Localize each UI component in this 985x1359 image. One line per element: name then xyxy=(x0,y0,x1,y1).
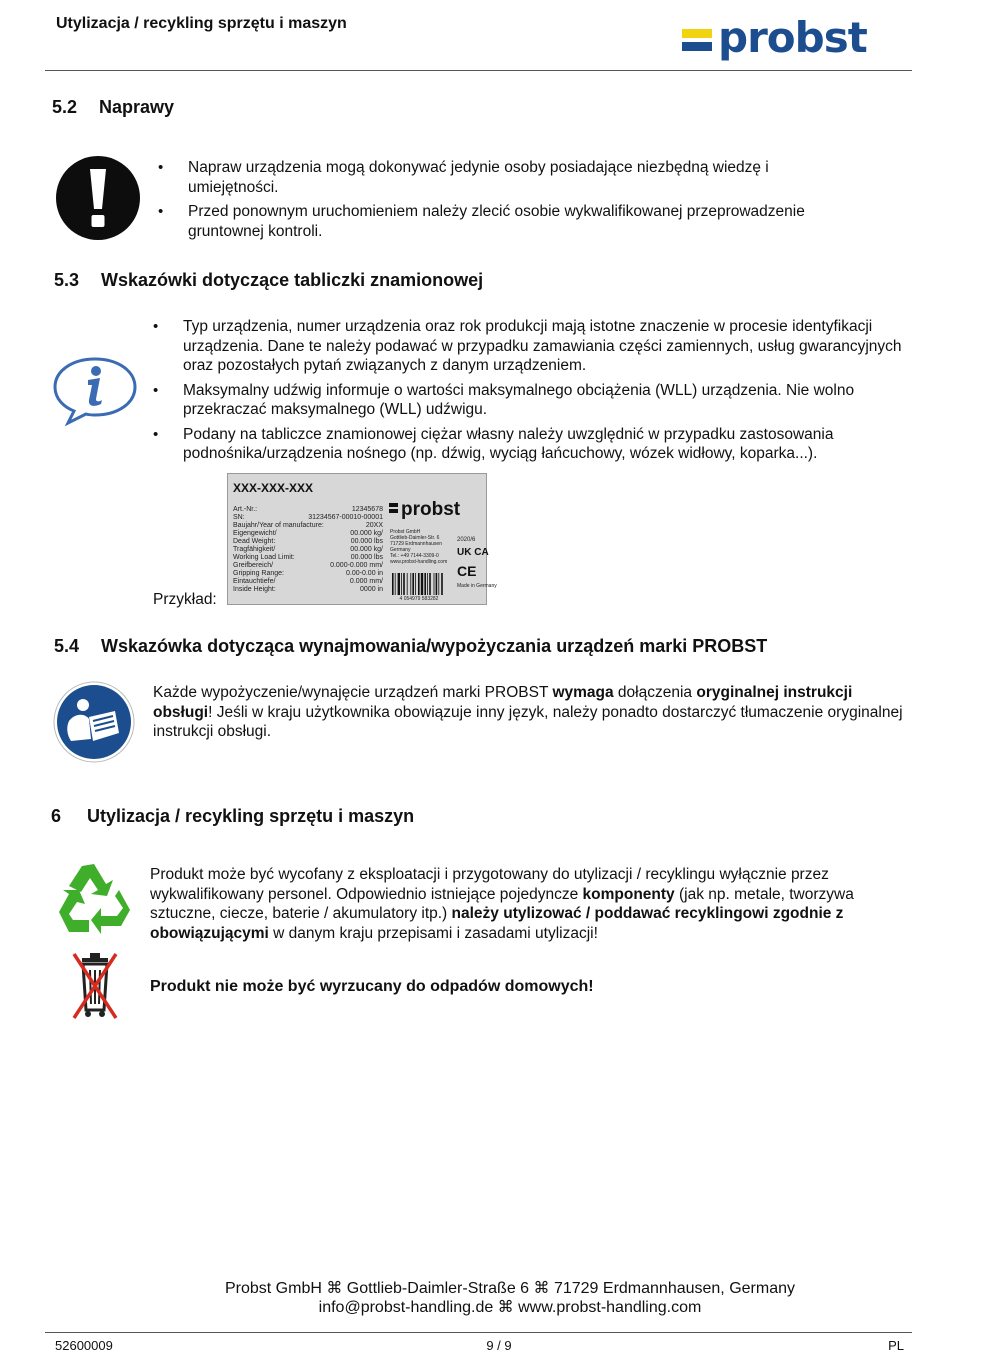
footer-address: Probst GmbH ⌘ Gottlieb-Daimler-Straße 6 ⌘ 71729 Erdmannhausen, Germany xyxy=(224,1280,795,1297)
nameplate-example xyxy=(227,473,497,605)
barcode-bar xyxy=(407,573,408,595)
plate-row-label: Inside Height: xyxy=(233,586,276,593)
barcode-bar xyxy=(403,573,405,595)
barcode-bar xyxy=(427,573,428,595)
list-item: • Podany na tabliczce znamionowej ciężar własny należy uwzględnić w przypadku zastosowania podnośnika/urządzenia nośnego (np. dźwig, wyciąg łańcuchowy, wózek widłowy, koparka...). xyxy=(183,425,908,464)
crossed-out-bin-icon xyxy=(70,950,120,1022)
plate-sn-value: 31234567-00010-00001 xyxy=(308,514,383,521)
plate-made-in: Made in Germany xyxy=(457,583,497,589)
footer-contact: info@probst-handling.de ⌘ www.probst-handling.com xyxy=(318,1299,702,1316)
plate-row-value: 00.000 kg/ xyxy=(350,546,383,553)
plate-barcode-digits: 4 054979 583282 xyxy=(399,596,439,602)
plate-ukca: UK CA xyxy=(457,547,489,558)
plate-row-label: Dead Weight: xyxy=(233,538,276,545)
list-item: • Typ urządzenia, numer urządzenia oraz rok produkcji mają istotne znaczenie w procesie identyfikacji urządzenia. Dane te należy podawać w przypadku zamawiania części zamiennych, usług gwarancyjnych oraz pozostałych pytań związanych z danym urządzeniem. xyxy=(183,317,908,376)
header-title: Utylizacja / recykling sprzętu i maszyn xyxy=(56,15,347,32)
barcode-bar xyxy=(438,573,439,595)
barcode-bar xyxy=(398,573,400,595)
plate-row-label: Eigengewicht/ xyxy=(233,530,277,537)
plate-row-label: Eintauchtiefe/ xyxy=(233,578,276,585)
document-number: 52600009 xyxy=(55,1338,113,1353)
barcode-bar xyxy=(395,573,396,595)
barcode-bar xyxy=(421,573,423,595)
logo-text: probst xyxy=(718,13,867,62)
list-item: • Przed ponownym uruchomieniem należy zlecić osobie wykwalifikowanej przeprowadzenie gruntownej kontroli. xyxy=(188,202,858,241)
section-title: Wskazówki dotyczące tabliczki znamionowej xyxy=(101,270,484,290)
barcode-bar xyxy=(429,573,431,595)
plate-row-value: 0.000-0.000 mm/ xyxy=(330,562,383,569)
info-icon xyxy=(52,355,138,425)
example-label: Przykład: xyxy=(153,591,217,608)
plate-address-line: Probst GmbH xyxy=(390,529,421,535)
section-5-4-text: Każde wypożyczenie/wynajęcie urządzeń marki PROBST wymaga dołączenia oryginalnej instrukcji obsługi! Jeśli w kraju użytkownika obowiązuje inny język, należy ponadto dostarczyć tłumaczenie oryginalnej instrukcji obsługi. xyxy=(153,684,903,740)
read-manual-icon xyxy=(53,681,135,763)
plate-row-label: Gripping Range: xyxy=(233,570,284,577)
plate-year-label: Baujahr/Year of manufacture: xyxy=(233,522,324,529)
warning-exclamation-icon xyxy=(55,155,141,241)
barcode-bar xyxy=(415,573,416,595)
section-5-3-heading xyxy=(54,270,483,291)
plate-row-label: Greifbereich/ xyxy=(233,562,274,569)
plate-address-line: Tel.: +49 7144-3309-0 xyxy=(390,553,439,559)
page-number: 9 / 9 xyxy=(486,1338,512,1353)
section-title: Utylizacja / recykling sprzętu i maszyn xyxy=(87,806,415,826)
barcode-bar xyxy=(410,573,411,595)
plate-row-value: 00.000 lbs xyxy=(350,538,383,545)
probst-logo xyxy=(680,13,905,66)
barcode-bar xyxy=(436,573,438,595)
plate-address-line: www.probst-handling.com xyxy=(390,559,448,565)
plate-row-value: 0.000 mm/ xyxy=(349,578,383,585)
barcode-bar xyxy=(412,573,414,595)
plate-sn-label: SN: xyxy=(233,514,245,521)
barcode-bar xyxy=(441,573,443,595)
list-item: • Napraw urządzenia mogą dokonywać jedynie osoby posiadające niezbędną wiedzę i umiejętności. xyxy=(188,158,858,197)
section-title: Naprawy xyxy=(99,97,175,117)
section-title: Wskazówka dotycząca wynajmowania/wypożyczania urządzeń marki PROBST xyxy=(101,636,768,656)
section-5-4-heading xyxy=(54,636,767,657)
header-divider xyxy=(45,70,912,71)
plate-row-value: 00.000 lbs xyxy=(350,554,383,561)
section-6-text: Produkt może być wycofany z eksploatacji i przygotowany do utylizacji / recyklingu wyłącznie przez wykwalifikowany personel. Odpowiednio istniejące pojedyncze komponenty (jak np. metale, tworzywa sztuczne, ciecze, baterie / akumulatory itp.) należy utylizować / poddawać recyklingowi zgodnie z obowiązującymi w danym kraju przepisami i zasadami utylizacji! xyxy=(150,866,854,942)
plate-row-label: Tragfähigkeit/ xyxy=(233,546,276,553)
plate-art-label: Art.-Nr.: xyxy=(233,506,258,513)
footer-divider xyxy=(45,1332,912,1333)
plate-address-line: 71729 Erdmannhausen xyxy=(390,541,442,547)
plate-year-value: 20XX xyxy=(365,522,383,529)
plate-row-value: 0000 in xyxy=(360,586,383,593)
section-6-heading xyxy=(51,806,414,827)
plate-art-value: 12345678 xyxy=(351,506,383,513)
plate-ce: CE xyxy=(457,563,477,579)
section-number: 5.3 xyxy=(54,270,80,290)
plate-date: 2020/6 xyxy=(457,537,476,543)
section-number: 6 xyxy=(51,806,62,826)
plate-logo: probst xyxy=(401,499,461,520)
barcode-bar xyxy=(401,573,402,595)
household-waste-warning: Produkt nie może być wyrzucany do odpadów domowych! xyxy=(150,978,594,995)
recycling-icon xyxy=(57,862,131,934)
barcode-bar xyxy=(418,573,420,595)
language-code: PL xyxy=(888,1338,904,1353)
plate-type: XXX-XXX-XXX xyxy=(233,481,314,495)
barcode-bar xyxy=(392,573,394,595)
section-number: 5.4 xyxy=(54,636,80,656)
section-number: 5.2 xyxy=(52,97,78,117)
barcode-bar xyxy=(424,573,426,595)
section-5-2-bullets xyxy=(188,158,858,246)
section-5-2-heading xyxy=(52,97,174,118)
barcode-bar xyxy=(434,573,435,595)
plate-row-value: 0.00-0.00 in xyxy=(346,570,383,577)
plate-row-value: 00.000 kg/ xyxy=(350,530,383,537)
section-5-3-bullets xyxy=(183,317,908,469)
plate-row-label: Working Load Limit: xyxy=(233,554,295,561)
list-item: • Maksymalny udźwig informuje o wartości maksymalnego obciążenia (WLL) urządzenia. Nie wolno przekraczać maksymalnego (WLL) udźwigu. xyxy=(183,381,908,420)
plate-address-line: Gottlieb-Daimler-Str. 6 xyxy=(390,535,440,541)
plate-address-line: Germany xyxy=(390,547,411,553)
